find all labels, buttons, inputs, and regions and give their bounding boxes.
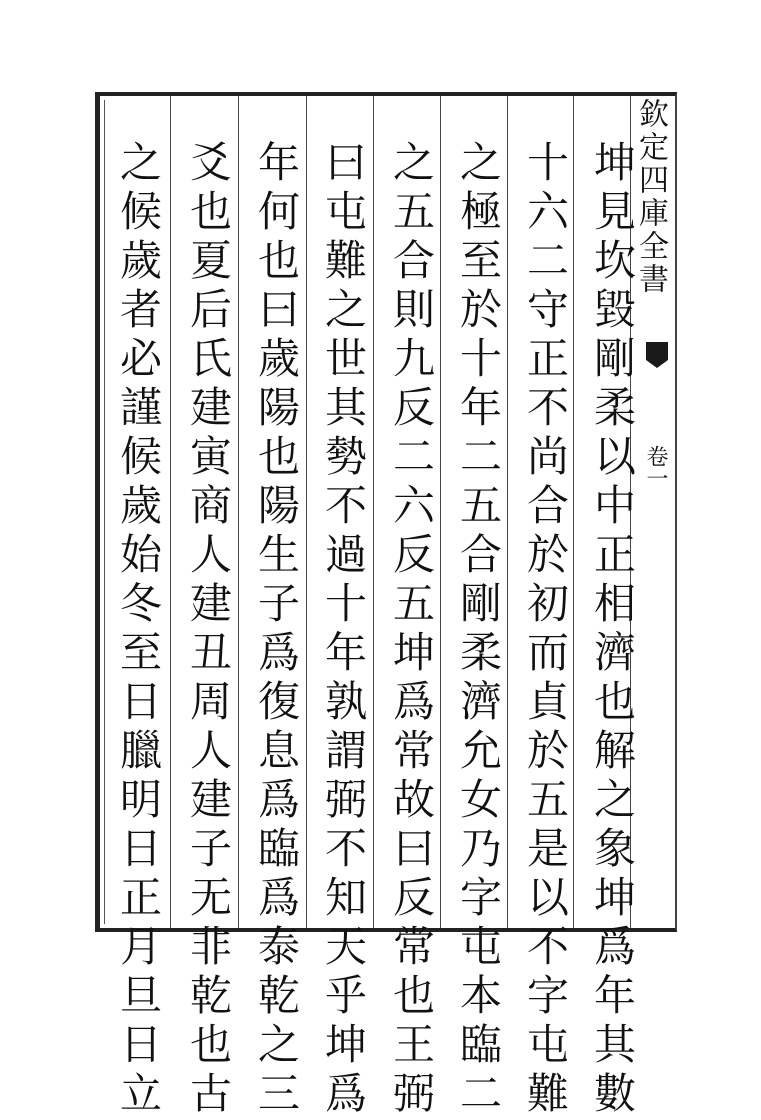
column-divider: [170, 96, 171, 928]
text-column: 之極至於十年二五合剛柔濟允女乃字屯本臨二: [454, 140, 503, 1120]
text-column: 坤見坎毀剛柔以中正相濟也解之象坤爲年其數: [588, 140, 637, 1120]
volume-label: 卷一: [643, 445, 668, 489]
text-column: 爻也夏后氏建寅商人建丑周人建子无非乾也古: [184, 140, 233, 1120]
column-divider: [306, 96, 307, 928]
text-column: 曰屯難之世其勢不過十年孰謂弼不知天乎坤爲: [319, 140, 368, 1120]
fishtail-mark-icon: [646, 342, 668, 360]
book-title: 欽定四庫全書: [633, 98, 668, 296]
text-column: 十六二守正不尚合於初而貞於五是以不字屯難: [521, 140, 570, 1120]
column-divider: [373, 96, 374, 928]
column-divider: [238, 96, 239, 928]
text-column: 之候歲者必謹候歲始冬至日臘明日正月旦日立: [114, 140, 163, 1120]
text-column: 之五合則九反二六反五坤爲常故曰反常也王弼: [387, 140, 436, 1120]
text-column: 年何也曰歲陽也陽生子爲復息爲臨爲泰乾之三: [252, 140, 301, 1120]
